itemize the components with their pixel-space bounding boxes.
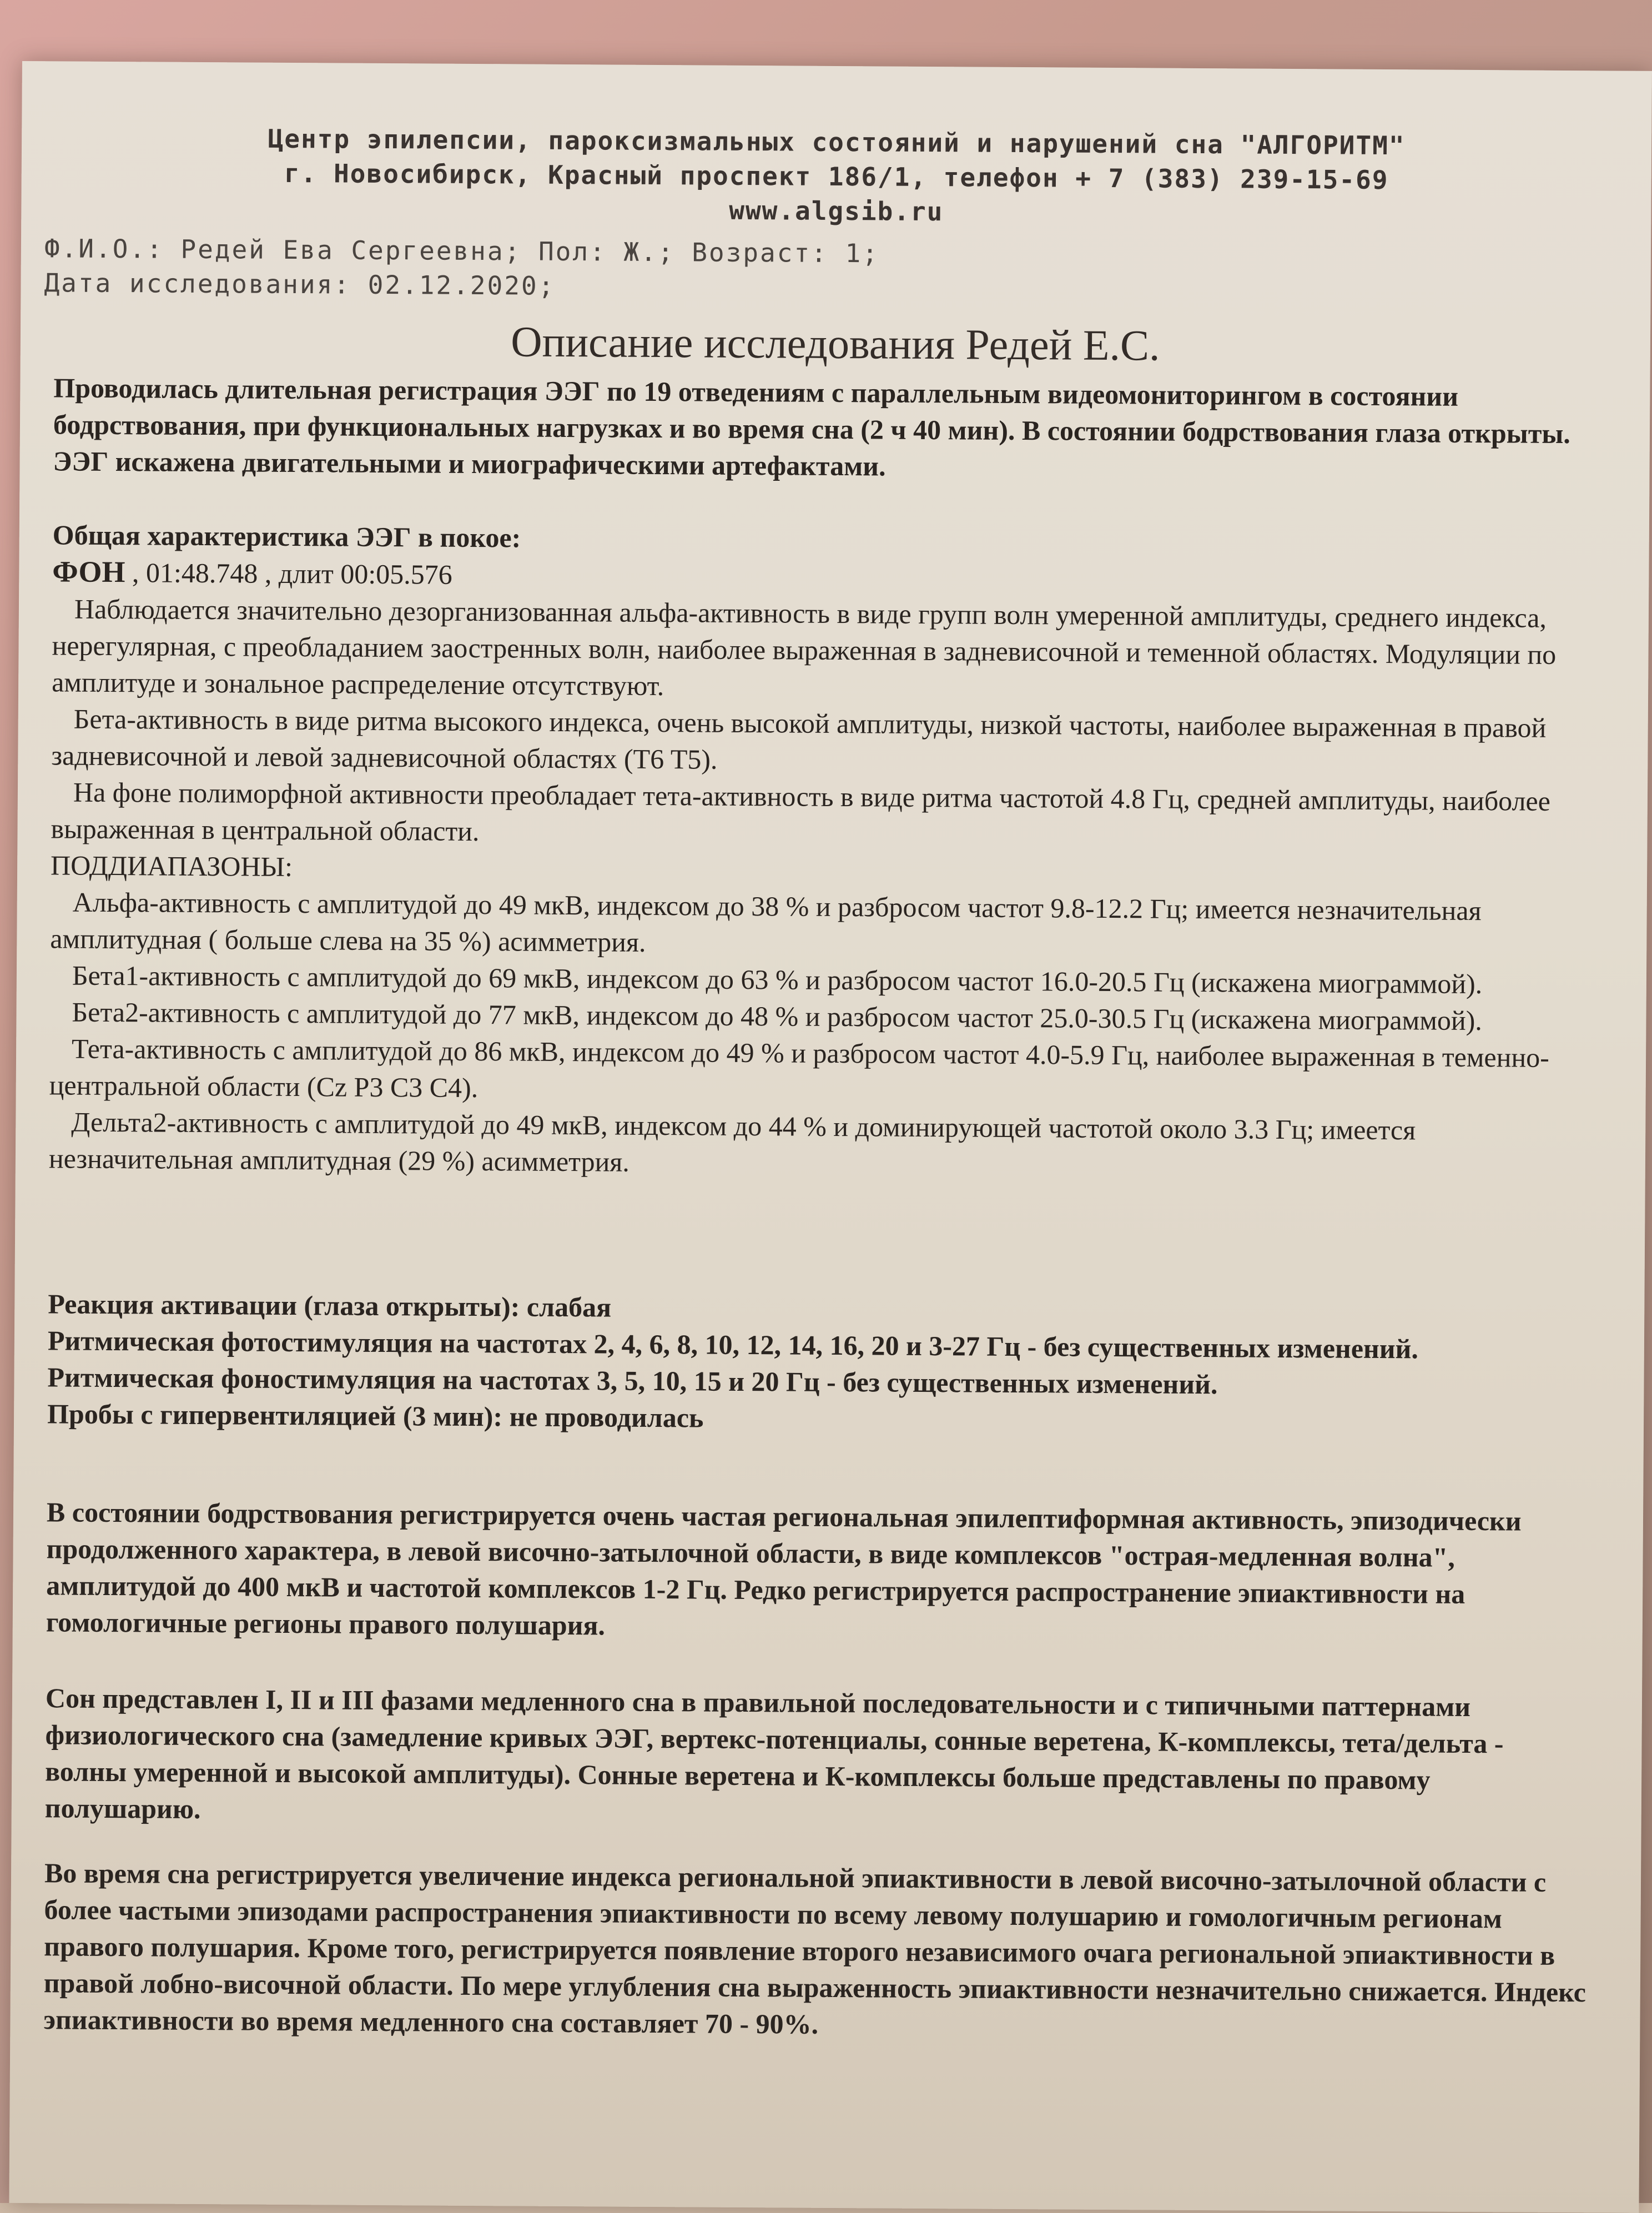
- wake-epi-text: В состоянии бодрствования регистрируется очень частая региональная эпилептиформная активность, эпизодически продолженного характера, в левой височно-затылочной области, в виде комплексов "острая-медленная волна", амплитудой до 400 мкВ и частотой комплексов 1-2 Гц. Редко регистрируется распространение эпиактивности на гомологичные регионы правого полушария.: [46, 1496, 1522, 1641]
- sleep-text: Сон представлен I, II и III фазами медленного сна в правильной последовательности и с типичными паттернами физиологического сна (замедление кривых ЭЭГ, вертекс-потенциалы, сонные веретена, К-комплексы, тета/дельта - волны умеренной и высокой амплитуды). Сонные веретена и К-комплексы больше представлены по правому полушарию.: [44, 1682, 1504, 1825]
- patient-line: Ф.И.О.: Редей Ева Сергеевна; Пол: Ж.; Возраст: 1;: [44, 233, 880, 269]
- org-site: www.algsib.ru: [729, 195, 944, 227]
- subranges-heading: ПОДДИАПАЗОНЫ:: [50, 849, 293, 883]
- rest-heading: Общая характеристика ЭЭГ в покое:: [52, 519, 521, 554]
- rest-section: [49, 516, 1596, 1186]
- rest-paragraph-beta: Бета-активность в виде ритма высокого индекса, очень высокой амплитуды, низкой частоты, наиболее выраженная в правой задневисочной и левой задневисочной областях (T6 T5).: [51, 703, 1547, 775]
- fon-label: ФОН: [52, 555, 125, 589]
- test-phonostimulation: Ритмическая фоностимуляция на частотах 3, 5, 10, 15 и 20 Гц - без существенных изменений.: [47, 1361, 1218, 1400]
- subrange-delta2: Дельта2-активность с амплитудой до 49 мкВ, индексом до 44 % и доминирующей частотой около 3.3 Гц; имеется незначительная амплитудная (29 %) асимметрия.: [48, 1106, 1416, 1178]
- intro-paragraph: [53, 369, 1596, 489]
- document-title: Описание исследования Редей Е.С.: [511, 317, 1160, 370]
- subrange-alpha: Альфа-активность с амплитудой до 49 мкВ, индексом до 38 % и разбросом частот 9.8-12.2 Гц; имеется незначительная амплитудная ( больше слева на 35 %) асимметрия.: [50, 886, 1482, 958]
- subrange-theta: Тета-активность с амплитудой до 86 мкВ, индексом до 49 % и разбросом частот 4.0-5.9 Гц, наиболее выраженная в теменно-центральной области (Cz P3 C3 C4).: [49, 1033, 1550, 1104]
- test-photostimulation: Ритмическая фотостимуляция на частотах 2, 4, 6, 8, 10, 12, 14, 16, 20 и 3-27 Гц - без существенных изменений.: [47, 1325, 1419, 1365]
- subrange-beta1: Бета1-активность с амплитудой до 69 мкВ, индексом до 63 % и разбросом частот 16.0-20.5 Гц (искажена миограммой).: [72, 959, 1483, 1000]
- document-page: [9, 61, 1652, 2213]
- sleep-epi-section: [43, 1854, 1588, 2047]
- sleep-section: [45, 1679, 1589, 1835]
- org-line-2: г. Новосибирск, Красный проспект 186/1, телефон + 7 (383) 239-15-69: [284, 158, 1389, 195]
- exam-date-line: Дата исследования: 02.12.2020;: [44, 268, 556, 301]
- tests-section: [47, 1285, 1591, 1441]
- sleep-epi-text: Во время сна регистрируется увеличение индекса региональной эпиактивности в левой височно-затылочной области с более частыми эпизодами распространения эпиактивности по всему левому полушарию и гомологичным регионам правого полушария. Кроме того, регистрируется появление второго независимого очага региональной эпиактивности в правой лобно-височной области. По мере углубления сна выраженность эпиактивности незначительно снижается. Индекс эпиактивности во время медленного сна составляет 70 - 90%.: [43, 1857, 1586, 2040]
- rest-paragraph-theta: На фоне полиморфной активности преобладает тета-активность в виде ритма частотой 4.8 Гц, средней амплитуды, наиболее выраженная в центральной области.: [51, 776, 1551, 847]
- test-hyperventilation: Пробы с гипервентиляцией (3 мин): не проводилась: [47, 1398, 704, 1434]
- intro-text: Проводилась длительная регистрация ЭЭГ по 19 отведениям с параллельным видеомониторингом в состоянии бодрствования, при функциональных нагрузках и во время сна (2 ч 40 мин). В состоянии бодрствования глаза открыты. ЭЭГ искажена двигательными и миографическими артефактами.: [53, 372, 1571, 482]
- test-activation: Реакция активации (глаза открыты): слабая: [48, 1288, 612, 1323]
- wake-epi-section: [46, 1493, 1590, 1649]
- org-line-1: Центр эпилепсии, пароксизмальных состояний и нарушений сна "АЛГОРИТМ": [268, 123, 1406, 161]
- fon-details: , 01:48.748 , длит 00:05.576: [125, 557, 452, 590]
- rest-paragraph-alpha: Наблюдается значительно дезорганизованная альфа-активность в виде групп волн умеренной амплитуды, среднего индекса, нерегулярная, с преобладанием заостренных волн, наиболее выраженная в задневисочной и теменной областях. Модуляции по амплитуде и зональное распределение отсутствуют.: [51, 593, 1557, 702]
- subrange-beta2: Бета2-активность с амплитудой до 77 мкВ, индексом до 48 % и разбросом частот 25.0-30.5 Гц (искажена миограммой).: [72, 996, 1483, 1037]
